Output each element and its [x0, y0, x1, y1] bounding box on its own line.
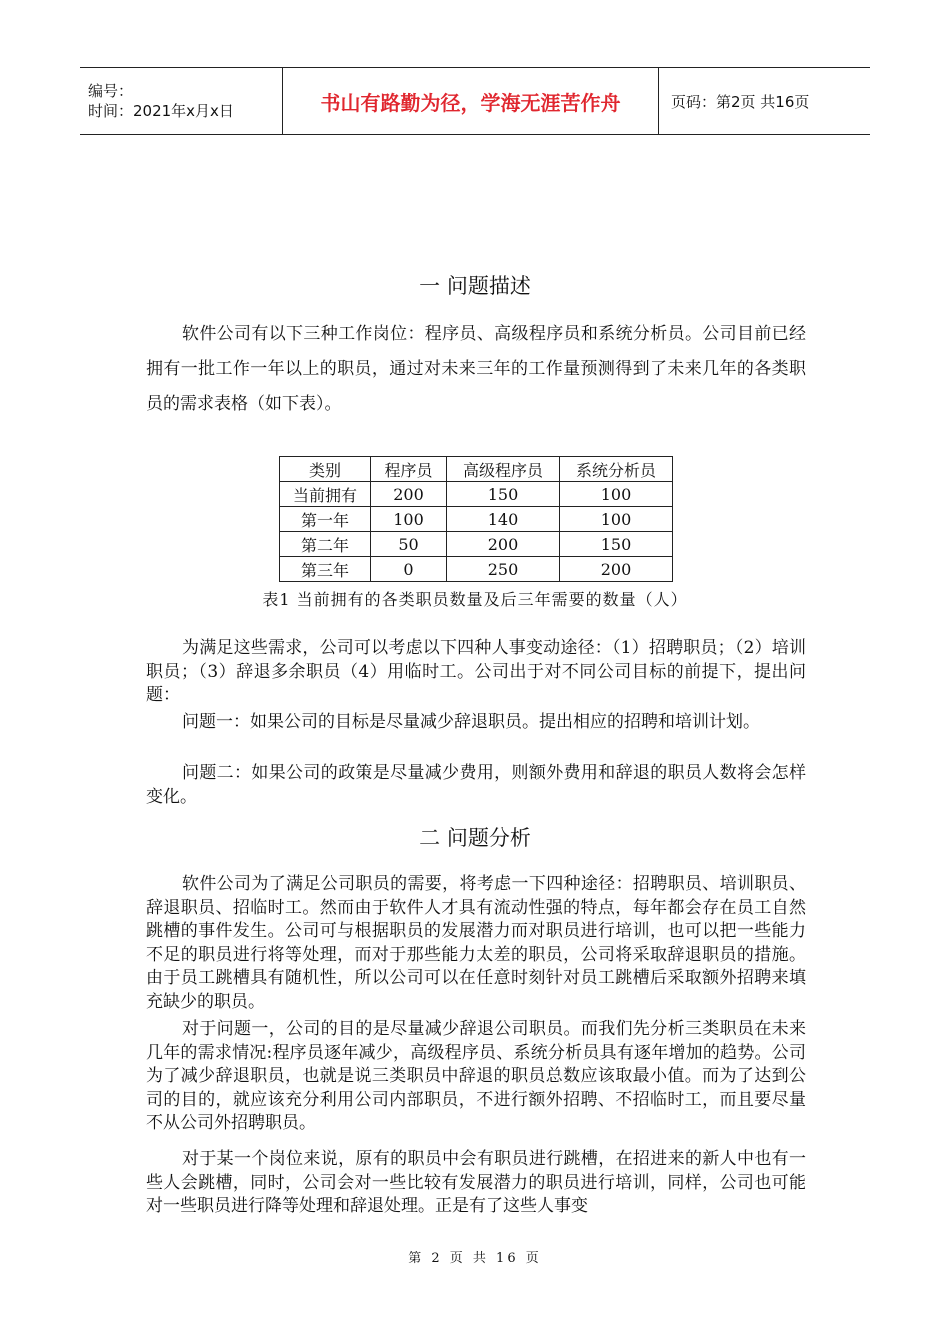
table-cell: 140 — [447, 507, 560, 532]
table-cell: 100 — [371, 507, 447, 532]
intro-paragraph: 软件公司有以下三种工作岗位：程序员、高级程序员和系统分析员。公司目前已经拥有一批工作一年以上的职员，通过对未来三年的工作量预测得到了未来几年的各类职员的需求表格（如下表）。 — [146, 324, 806, 414]
table-cell: 200 — [560, 557, 673, 582]
question-two-paragraph: 问题二：如果公司的政策是尽量减少费用，则额外费用和辞退的职员人数将会怎样变化。 — [146, 763, 806, 807]
demand-table — [279, 456, 673, 582]
table-header-cell: 系统分析员 — [560, 457, 673, 482]
page-header — [80, 67, 870, 135]
document-date-label: 时间：2021年x月x日 — [88, 102, 234, 120]
analysis-paragraph-3: 对于某一个岗位来说，原有的职员中会有职员进行跳槽，在招进来的新人中也有一些人会跳槽，同时，公司会对一些比较有发展潜力的职员进行培训，同样，公司也可能对一些职员进行降等处理和辞退处理。正是有了这些人事变 — [146, 1149, 806, 1216]
question-one-paragraph: 问题一：如果公司的目标是尽量减少辞退职员。提出相应的招聘和培训计划。 — [182, 712, 760, 732]
analysis-paragraph-1: 软件公司为了满足公司职员的需要，将考虑一下四种途径：招聘职员、培训职员、辞退职员、招临时工。然而由于软件人才具有流动性强的特点，每年都会存在员工自然跳槽的事件发生。公司可与根据职员的发展潜力而对职员进行培训，也可以把一些能力不足的职员进行将等处理，而对于那些能力太差的职员，公司将采取辞退职员的措施。由于员工跳槽具有随机性，所以公司可以在任意时刻针对员工跳槽后采取额外招聘来填充缺少的职员。 — [146, 874, 806, 1012]
header-page-info: 页码：第2页 共16页 — [671, 92, 810, 111]
table-cell: 100 — [560, 507, 673, 532]
table-cell: 250 — [447, 557, 560, 582]
section-title-problem-description: 一 问题描述 — [419, 274, 531, 298]
table-cell: 第三年 — [280, 557, 371, 582]
table-cell: 150 — [447, 482, 560, 507]
table-cell: 0 — [371, 557, 447, 582]
table-row — [280, 532, 673, 557]
table-caption: 表1 当前拥有的各类职员数量及后三年需要的数量（人） — [262, 590, 688, 609]
header-motto: 书山有路勤为径，学海无涯苦作舟 — [283, 68, 659, 134]
table-row — [280, 507, 673, 532]
table-header-cell: 程序员 — [371, 457, 447, 482]
table-cell: 100 — [560, 482, 673, 507]
table-cell: 第一年 — [280, 507, 371, 532]
table-cell: 200 — [447, 532, 560, 557]
document-number-label: 编号： — [88, 82, 134, 100]
page-footer: 第 2 页 共 16 页 — [408, 1251, 542, 1266]
paths-paragraph: 为满足这些需求，公司可以考虑以下四种人事变动途径：（1）招聘职员；（2）培训职员；（3）辞退多余职员（4）用临时工。公司出于对不同公司目标的前提下，提出问题： — [146, 638, 806, 705]
table-row — [280, 482, 673, 507]
table-cell: 当前拥有 — [280, 482, 371, 507]
analysis-paragraph-2: 对于问题一，公司的目的是尽量减少辞退公司职员。而我们先分析三类职员在未来几年的需求情况:程序员逐年减少，高级程序员、系统分析员具有逐年增加的趋势。公司为了减少辞退职员，也就是说三类职员中辞退的职员总数应该取最小值。而为了达到公司的目的，就应该充分利用公司内部职员，不进行额外招聘、不招临时工，而且要尽量不从公司外招聘职员。 — [146, 1019, 806, 1133]
table-cell: 150 — [560, 532, 673, 557]
table-cell: 200 — [371, 482, 447, 507]
section-title-problem-analysis: 二 问题分析 — [419, 826, 531, 850]
table-cell: 第二年 — [280, 532, 371, 557]
table-header-cell: 高级程序员 — [447, 457, 560, 482]
table-header-cell: 类别 — [280, 457, 371, 482]
table-row — [280, 557, 673, 582]
header-meta — [80, 68, 283, 134]
table-cell: 50 — [371, 532, 447, 557]
table-header-row — [280, 457, 673, 482]
